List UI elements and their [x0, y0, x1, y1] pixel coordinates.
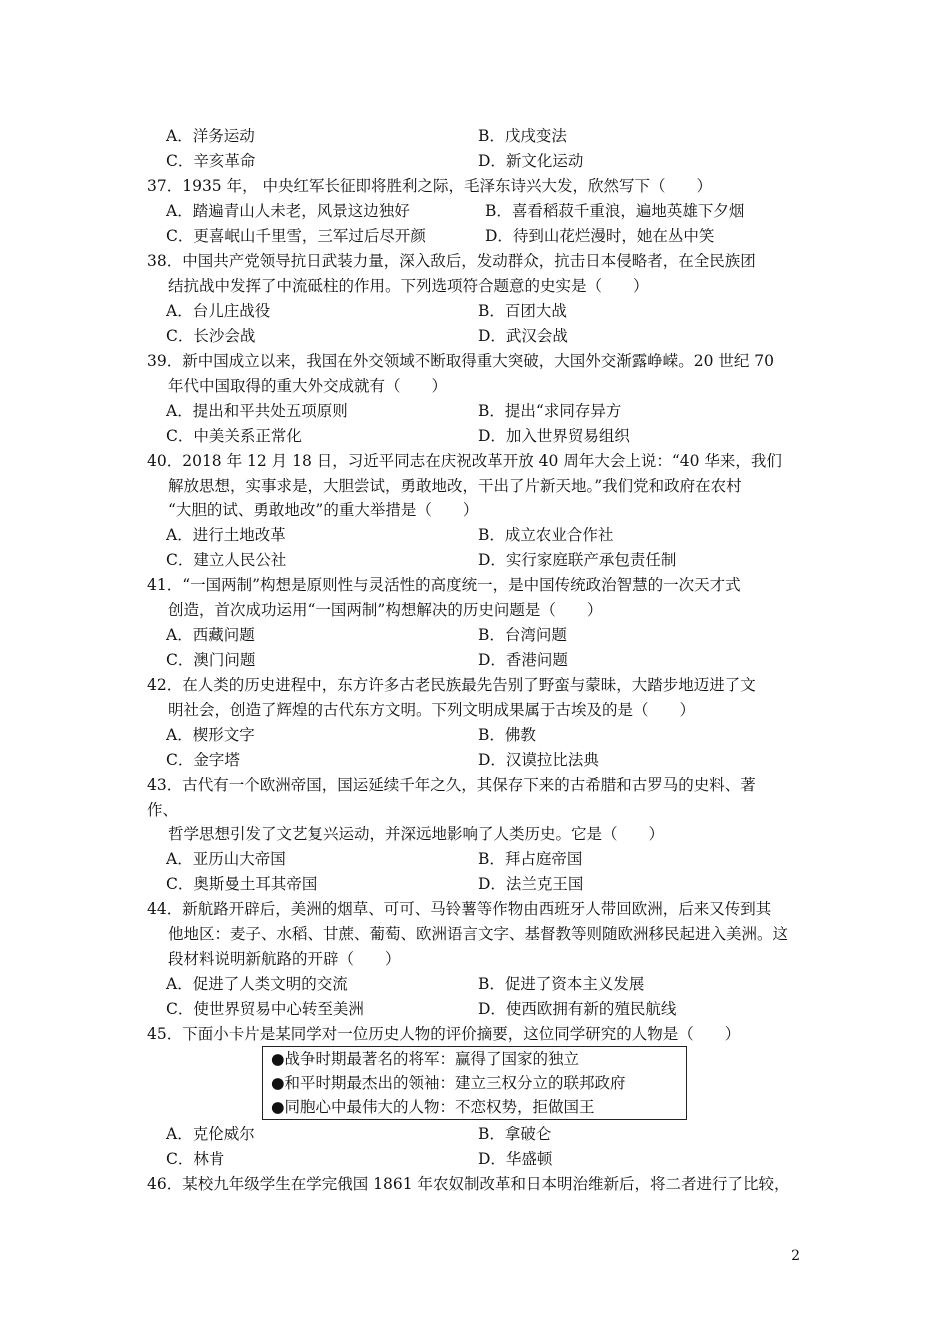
question-42-cont: 明社会，创造了辉煌的古代东方文明。下列文明成果属于古埃及的是（ ）: [168, 701, 696, 719]
q39-option-a: A．提出和平共处五项原则: [166, 402, 348, 420]
q37-option-c: C．更喜岷山千里雪，三军过后尽开颜: [166, 227, 426, 245]
question-46: 46．某校九年级学生在学完俄国 1861 年农奴制改革和日本明治维新后，将二者进行了比较，: [147, 1175, 790, 1193]
q39-option-d: D．加入世界贸易组织: [478, 427, 630, 445]
question-44-cont: 他地区：麦子、水稻、甘蔗、葡萄、欧洲语言文字、基督教等则随欧洲移民起进入美洲。这: [168, 925, 789, 943]
q43-option-c: C．奥斯曼土耳其帝国: [166, 875, 318, 893]
evaluation-card: [262, 1046, 687, 1120]
option-d: D．新文化运动: [478, 152, 584, 170]
q41-option-b: B．台湾问题: [478, 626, 567, 644]
question-42: 42．在人类的历史进程中，东方许多古老民族最先告别了野蛮与蒙昧，大踏步地迈进了文: [147, 676, 756, 694]
q42-option-b: B．佛教: [478, 726, 536, 744]
q43-option-d: D．法兰克王国: [478, 875, 584, 893]
q38-option-d: D．武汉会战: [478, 327, 568, 345]
option-b: B．戊戌变法: [478, 127, 567, 145]
question-43: 43．古代有一个欧洲帝国，国运延续千年之久，其保存下来的古希腊和古罗马的史料、著: [147, 776, 756, 794]
q41-option-a: A．西藏问题: [166, 626, 255, 644]
q40-option-c: C．建立人民公社: [166, 551, 287, 569]
q38-option-a: A．台儿庄战役: [166, 302, 271, 320]
option-a: A．洋务运动: [166, 127, 255, 145]
card-line: ●同胞心中最伟大的人物：不恋权势，拒做国王: [271, 1098, 595, 1116]
question-39: 39．新中国成立以来，我国在外交领域不断取得重大突破，大国外交渐露峥嵘。20 世纪 70: [147, 352, 775, 370]
q37-option-b: B．喜看稻菽千重浪，遍地英雄下夕烟: [485, 202, 745, 220]
question-43-cont: 作、: [147, 801, 179, 819]
question-40-cont: 解放思想，实事求是，大胆尝试，勇敢地改，干出了片新天地。”我们党和政府在农村: [168, 477, 742, 495]
card-line: ●战争时期最著名的将军：赢得了国家的独立: [271, 1050, 580, 1068]
q44-option-d: D．使西欧拥有新的殖民航线: [478, 1000, 677, 1018]
q38-option-c: C．长沙会战: [166, 327, 256, 345]
q42-option-c: C．金字塔: [166, 751, 240, 769]
q42-option-d: D．汉谟拉比法典: [478, 751, 599, 769]
question-41-cont: 创造，首次成功运用“一国两制”构想解决的历史问题是（ ）: [168, 601, 603, 619]
question-45: 45．下面小卡片是某同学对一位历史人物的评价摘要，这位同学研究的人物是（ ）: [147, 1025, 741, 1043]
page-number: 2: [791, 1248, 800, 1264]
q41-option-d: D．香港问题: [478, 651, 568, 669]
question-39-cont: 年代中国取得的重大外交成就有（ ）: [168, 377, 448, 395]
card-line: ●和平时期最杰出的领袖：建立三权分立的联邦政府: [271, 1074, 626, 1092]
question-43-cont2: 哲学思想引发了文艺复兴运动，并深远地影响了人类历史。它是（ ）: [168, 825, 665, 843]
option-c: C．辛亥革命: [166, 152, 256, 170]
q45-option-b: B．拿破仑: [478, 1125, 552, 1143]
question-37: 37．1935 年， 中央红军长征即将胜利之际，毛泽东诗兴大发，欣然写下（ ）: [147, 177, 713, 195]
question-38: 38．中国共产党领导抗日武装力量，深入敌后，发动群众，抗击日本侵略者，在全民族团: [147, 252, 756, 270]
q44-option-c: C．使世界贸易中心转至美洲: [166, 1000, 364, 1018]
q45-option-c: C．林肯: [166, 1150, 225, 1168]
q37-option-a: A．踏遍青山人未老，风景这边独好: [166, 202, 410, 220]
q40-option-b: B．成立农业合作社: [478, 526, 614, 544]
q41-option-c: C．澳门问题: [166, 651, 256, 669]
q45-option-a: A．克伦威尔: [166, 1125, 255, 1143]
q38-option-b: B．百团大战: [478, 302, 567, 320]
q44-option-b: B．促进了资本主义发展: [478, 975, 645, 993]
q43-option-b: B．拜占庭帝国: [478, 850, 583, 868]
q39-option-c: C．中美关系正常化: [166, 427, 302, 445]
question-40-cont2: “大胆的试、勇敢地改”的重大举措是（ ）: [168, 501, 479, 519]
q45-option-d: D．华盛顿: [478, 1150, 553, 1168]
question-38-cont: 结抗战中发挥了中流砥柱的作用。下列选项符合题意的史实是（ ）: [168, 277, 649, 295]
q37-option-d: D．待到山花烂漫时，她在丛中笑: [485, 227, 715, 245]
q44-option-a: A．促进了人类文明的交流: [166, 975, 348, 993]
question-44: 44．新航路开辟后，美洲的烟草、可可、马铃薯等作物由西班牙人带回欧洲，后来又传到其: [147, 900, 772, 918]
q43-option-a: A．亚历山大帝国: [166, 850, 286, 868]
question-41: 41．“一国两制”构想是原则性与灵活性的高度统一，是中国传统政治智慧的一次天才式: [147, 576, 741, 594]
q40-option-d: D．实行家庭联产承包责任制: [478, 551, 677, 569]
q42-option-a: A．楔形文字: [166, 726, 255, 744]
q39-option-b: B．提出“求同存异方: [478, 402, 622, 420]
question-40: 40．2018 年 12 月 18 日，习近平同志在庆祝改革开放 40 周年大会上说：“40 华来，我们: [147, 452, 782, 470]
q40-option-a: A．进行土地改革: [166, 526, 286, 544]
question-44-cont2: 段材料说明新航路的开辟（ ）: [168, 950, 401, 968]
